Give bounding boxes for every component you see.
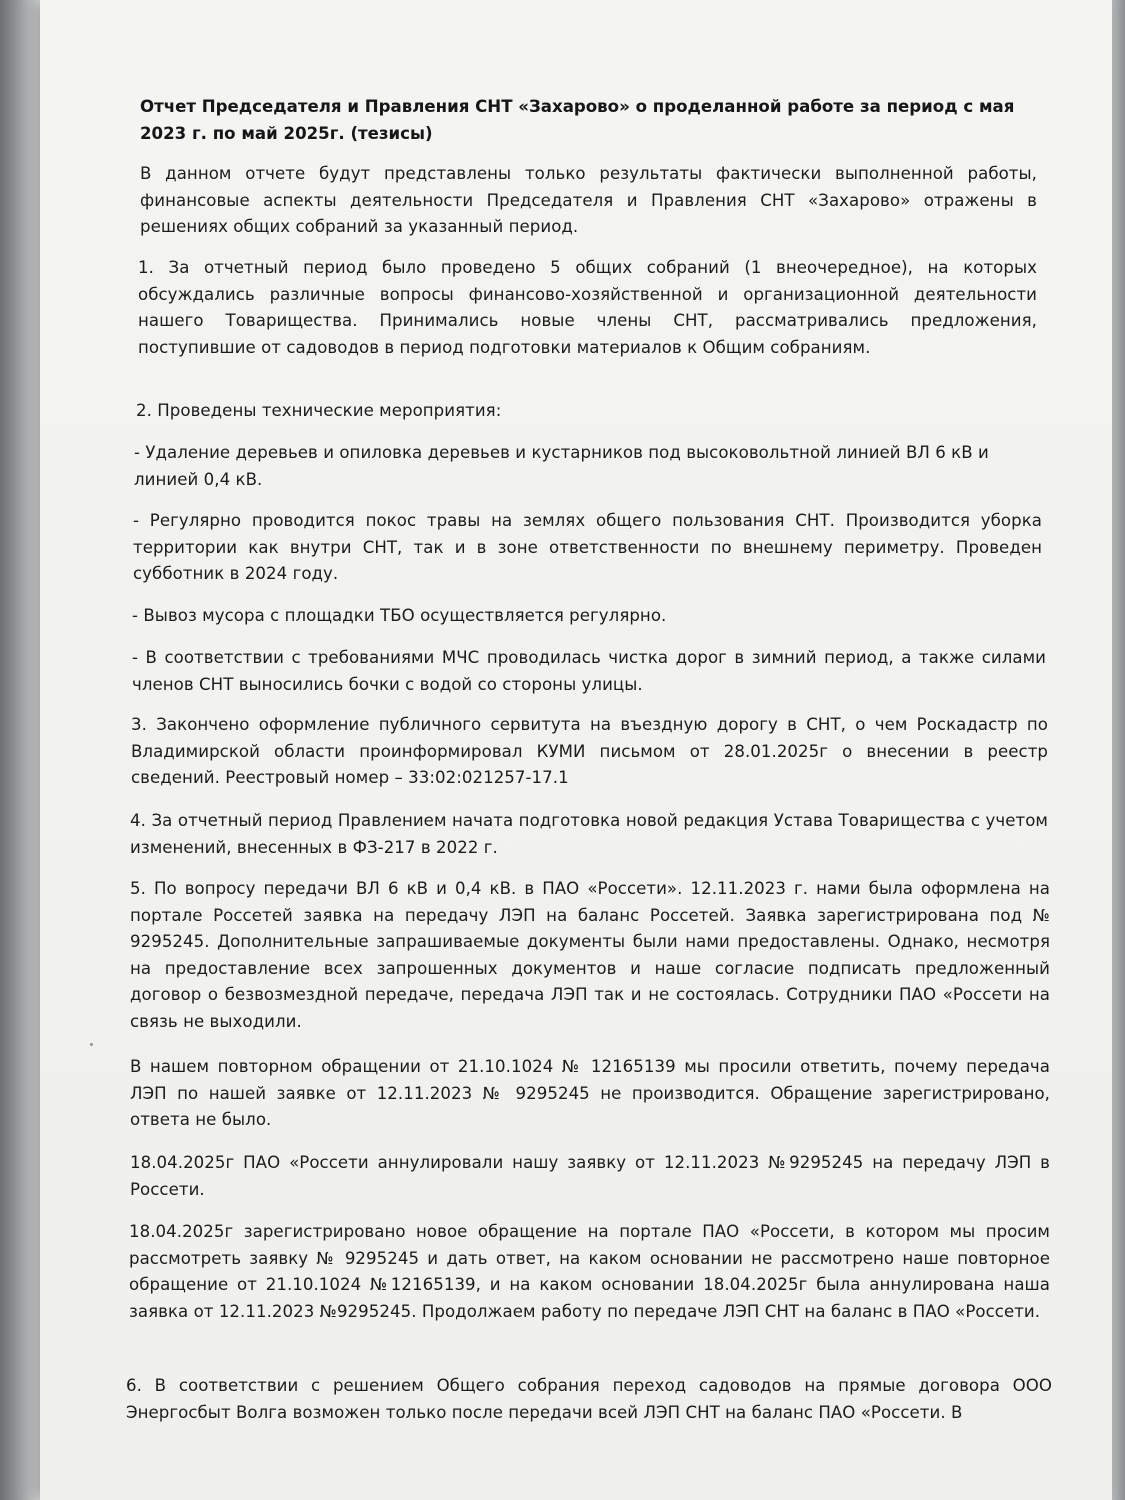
item-2-bullet-trees: - Удаление деревьев и опиловка деревьев и кустарников под высоковольтной линией ВЛ 6 кВ и линией 0,4 кВ. [134,443,989,489]
item-4-paragraph: 4. За отчетный период Правлением начата подготовка новой редакция Устава Товарищества с учетом изменений, внесенных в ФЗ-217 в 2022 г. [130,811,1048,857]
paper-speck [90,1043,93,1046]
item-2-heading: 2. Проведены технические мероприятия: [136,401,502,420]
intro-paragraph: В данном отчете будут представлены только результаты фактически выполненной работы, финансовые аспекты деятельности Председателя и Правления СНТ «Захарово» отражены в решениях общих собраний за указанный период. [140,164,1037,237]
repeat-request-paragraph: В нашем повторном обращении от 21.10.1024 № 12165139 мы просили ответить, почему передача ЛЭП по нашей заявке от 12.11.2023 № 9295245 не производится. Обращение зарегистрировано, ответа не было. [130,1057,1050,1130]
item-1-paragraph: 1. За отчетный период было проведено 5 общих собраний (1 внеочередное), на которых обсуждались различные вопросы финансово-хозяйственной и организационной деятельности нашего Товарищества. Принимались новые члены СНТ, рассматривались предложения, поступившие от садоводов в период подготовки материалов к Общим собраниям. [138,258,1037,357]
item-2-bullet-grass: - Регулярно проводится покос травы на землях общего пользования СНТ. Производится уборка территории как внутри СНТ, так и в зоне ответственности по внешнему периметру. Проведен субботник в 2024 году. [133,511,1042,584]
item-2-bullet-garbage: - Вывоз мусора с площадки ТБО осуществляется регулярно. [132,606,667,625]
item-2-bullet-roads: - В соответствии с требованиями МЧС проводилась чистка дорог в зимний период, а также силами членов СНТ выносились бочки с водой со стороны улицы. [132,648,1046,694]
item-3-paragraph: 3. Закончено оформление публичного сервитута на въездную дорогу в СНТ, о чем Роскадастр по Владимирской области проинформировал КУМИ письмом от 28.01.2025г о внесении в реестр сведений. Реестровый номер – 33:02:021257-17.1 [131,715,1048,788]
new-request-paragraph: 18.04.2025г зарегистрировано новое обращение на портале ПАО «Россети, в котором мы просим рассмотреть заявку № 9295245 и дать ответ, на каком основании не рассмотрено наше повторное обращение от 21.10.1024 №12165139, и на каком основании 18.04.2025г была аннулирована наша заявка от 12.11.2023 №9295245. Продолжаем работу по передаче ЛЭП СНТ на баланс в ПАО «Россети. [129,1222,1050,1321]
cancellation-paragraph: 18.04.2025г ПАО «Россети аннулировали нашу заявку от 12.11.2023 №9295245 на передачу ЛЭП в Россети. [130,1153,1050,1199]
document-title: Отчет Председателя и Правления СНТ «Захарово» о проделанной работе за период с мая 2023 г. по май 2025г. (тезисы) [140,97,1015,143]
item-6-paragraph: 6. В соответствии с решением Общего собрания переход садоводов на прямые договора ООО Энергосбыт Волга возможен только после передачи всей ЛЭП СНТ на баланс ПАО «Россети. В [126,1376,1052,1422]
item-5-paragraph: 5. По вопросу передачи ВЛ 6 кВ и 0,4 кВ. в ПАО «Россети». 12.11.2023 г. нами была оформлена на портале Россетей заявка на передачу ЛЭП на баланс Россетей. Заявка зарегистрирована под № 9295245. Дополнительные запрашиваемые документы были нами предоставлены. Однако, несмотря на предоставление всех запрошенных документов и наше согласие подписать предложенный договор о безвозмездной передаче, передача ЛЭП так и не состоялась. Сотрудники ПАО «Россети на связь не выходили. [130,879,1050,1031]
